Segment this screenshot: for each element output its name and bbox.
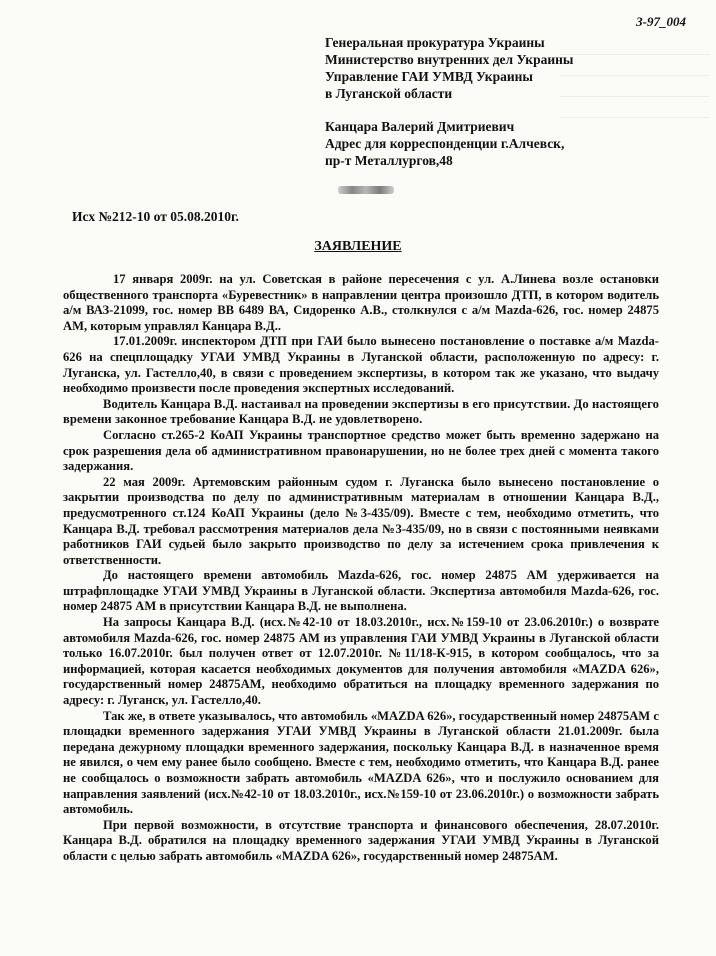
sender-block [325, 118, 655, 169]
outgoing-reference: Исх №212-10 от 05.08.2010г. [72, 209, 239, 224]
addressee-line: Управление ГАИ УМВД Украины [325, 69, 533, 84]
body-paragraph: Согласно ст.265-2 КоАП Украины транспортное средство может быть временно задержано на срок разрешения дела об административном правонарушении, но не более трех дней с момента такого задержания. [63, 427, 659, 474]
page-number: 3-97_004 [636, 14, 686, 29]
body-paragraph: 22 мая 2009г. Артемовским районным судом г. Луганска было вынесено постановление о закрытии производства по делу по административным материалам в отношении Канцара В.Д., предусмотренного ст.124 КоАП Украины (дело №3-435/09). Вместе с тем, необходимо отметить, что Канцара В.Д. требовал рассмотрения материалов дела №3-435/09, но в связи с постоянными неявками работников ГАИ судьей было закрыто производство по делу за истечением срока привлечения к ответственности. [63, 474, 659, 567]
body-paragraph: Водитель Канцара В.Д. настаивал на проведении экспертизы в его присутствии. До настоящего времени законное требование Канцара В.Д. не удовлетворено. [63, 396, 659, 427]
addressees-block [325, 34, 655, 102]
ink-smudge [338, 186, 394, 194]
sender-line: Адрес для корреспонденции г.Алчевск, [325, 136, 565, 151]
body-paragraph: На запросы Канцара В.Д. (исх.№42-10 от 18.03.2010г., исх.№159-10 от 23.06.2010г.) о возврате автомобиля Mazda-626, гос. номер 24875 АМ из управления ГАИ УМВД Украины в Луганской области только 16.07.2010г. был получен ответ от 12.07.2010г. №11/18-К-915, в котором сообщалось, что за информацией, которая касается необходимых документов для получения автомобиля «MAZDA 626», государственный номер 24875АМ, необходимо обратиться на площадку временного задержания по адресу: г. Луганск, ул. Гастелло,40. [63, 615, 659, 708]
sender-line: пр-т Металлургов,48 [325, 153, 453, 168]
body-paragraph: 17 января 2009г. на ул. Советская в районе пересечения с ул. А.Линева возле остановки общественного транспорта «Буревестник» в направлении центра произошло ДТП, в котором водитель а/м ВАЗ-21099, гос. номер ВВ 6489 ВА, Сидоренко А.В., столкнулся с а/м Mazda-626, гос. номер 24875 АМ, которым управлял Канцара В.Д.. [63, 272, 659, 333]
body-paragraph: 17.01.2009г. инспектором ДТП при ГАИ было вынесено постановление о поставке а/м Mazda-626 на спецплощадку УГАИ УМВД Украины в Луганской области, расположенную по адресу: г. Луганска, ул. Гастелло,40, в связи с проведением экспертизы, в котором так же указано, что выдачу необходимо произвести после проведения экспертных исследований. [63, 334, 659, 396]
document-title: ЗАЯВЛЕНИЕ [314, 239, 402, 254]
document-body [63, 272, 659, 865]
body-paragraph: При первой возможности, в отсутствие транспорта и финансового обеспечения, 28.07.2010г. Канцара В.Д. обратился на площадку временного задержания УГАИ УМВД Украины в Луганской области с целью забрать автомобиль «MAZDA 626», государственный номер 24875АМ. [63, 817, 659, 863]
sender-line: Канцара Валерий Дмитриевич [325, 119, 515, 134]
addressee-line: Министерство внутренних дел Украины [325, 52, 574, 67]
addressee-line: Генеральная прокуратура Украины [325, 35, 545, 50]
body-paragraph: Так же, в ответе указывалось, что автомобиль «MAZDA 626», государственный номер 24875АМ с площадки временного задержания УГАИ УМВД Украины в Луганской области 21.01.2009г. была передана дежурному площадки временного задержания, поскольку Канцара В.Д. в назначенное время не явился, о чем ему ранее было сообщено. Вместе с тем, необходимо отметить, что Канцара В.Д. ранее не сообщалось о возможности забрать автомобиль «MAZDA 626», что и послужило основанием для направления заявлений (исх.№42-10 от 18.03.2010г., исх.№159-10 от 23.06.2010г.) о возможности забрать автомобиль. [63, 708, 659, 817]
body-paragraph: До настоящего времени автомобиль Mazda-626, гос. номер 24875 АМ удерживается на штрафплощадке УГАИ УМВД Украины в Луганской области. Экспертиза автомобиля Mazda-626, гос. номер 24875 АМ в присутствии Канцара В.Д. не выполнена. [63, 568, 659, 614]
addressee-line: в Луганской области [325, 86, 453, 101]
